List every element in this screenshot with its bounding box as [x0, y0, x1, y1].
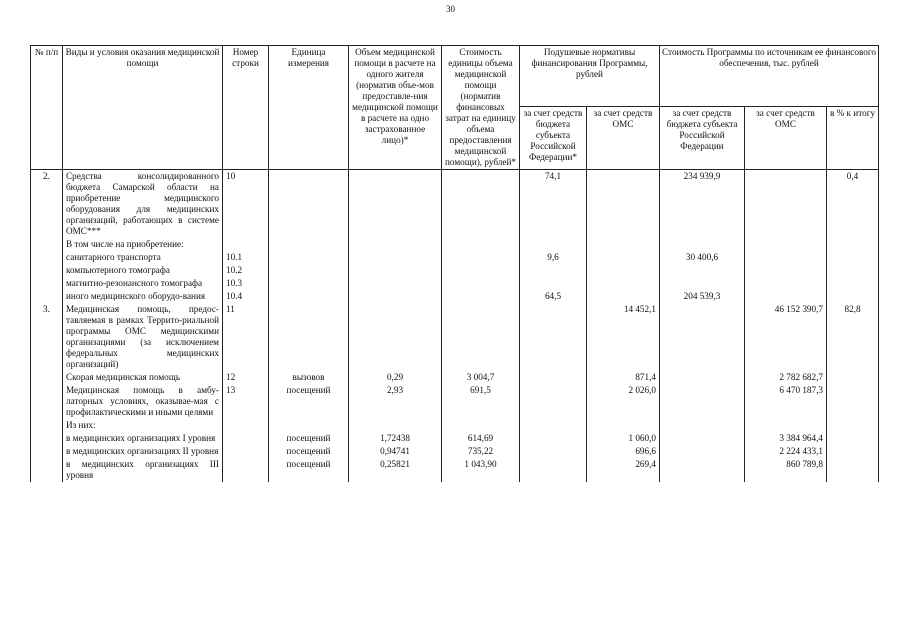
row-program-pct — [827, 264, 879, 277]
row-program-budget: 234 939,9 — [660, 170, 745, 239]
row-number — [31, 458, 63, 482]
row-volume: 0,29 — [349, 371, 442, 384]
row-unit: вызовов — [269, 371, 349, 384]
row-program-oms — [745, 277, 827, 290]
row-cost: 735,22 — [442, 445, 520, 458]
row-code: 10 — [223, 170, 269, 239]
header-cost: Стоимость единицы объема медицинской помощи (норматив финансовых затрат на единицу объема предоставления медицинской помощи), рублей* — [442, 46, 520, 170]
header-row: Номер строки — [223, 46, 269, 170]
row-percapita-oms: 871,4 — [587, 371, 660, 384]
row-unit: посещений — [269, 384, 349, 419]
row-cost — [442, 277, 520, 290]
row-volume — [349, 251, 442, 264]
row-percapita-budget — [520, 238, 587, 251]
table-row — [31, 264, 879, 277]
row-percapita-budget — [520, 264, 587, 277]
table-row — [31, 238, 879, 251]
financing-table — [30, 45, 879, 482]
row-number — [31, 264, 63, 277]
row-percapita-oms: 269,4 — [587, 458, 660, 482]
row-program-oms: 6 470 187,3 — [745, 384, 827, 419]
row-code: 10.4 — [223, 290, 269, 303]
row-unit — [269, 264, 349, 277]
row-volume: 0,94741 — [349, 445, 442, 458]
row-number — [31, 419, 63, 432]
row-percapita-oms — [587, 238, 660, 251]
row-program-oms: 860 789,8 — [745, 458, 827, 482]
row-cost: 1 043,90 — [442, 458, 520, 482]
row-program-budget — [660, 384, 745, 419]
row-volume: 0,25821 — [349, 458, 442, 482]
row-number — [31, 251, 63, 264]
row-percapita-oms — [587, 251, 660, 264]
row-cost — [442, 419, 520, 432]
row-code: 10.2 — [223, 264, 269, 277]
header-volume: Объем медицинской помощи в расчете на одного жителя (норматив объе-мов предоставле-ния медицинской помощи в расчете на одно застрахованное лицо)* — [349, 46, 442, 170]
row-percapita-oms: 696,6 — [587, 445, 660, 458]
row-unit — [269, 290, 349, 303]
table-row — [31, 371, 879, 384]
row-program-pct — [827, 419, 879, 432]
table-row — [31, 277, 879, 290]
row-percapita-budget: 64,5 — [520, 290, 587, 303]
row-code — [223, 432, 269, 445]
row-program-pct — [827, 458, 879, 482]
row-program-budget — [660, 264, 745, 277]
row-number — [31, 371, 63, 384]
row-program-pct — [827, 277, 879, 290]
row-code: 10.1 — [223, 251, 269, 264]
row-program-pct — [827, 445, 879, 458]
row-code: 12 — [223, 371, 269, 384]
header-num: № п/п — [31, 46, 63, 170]
row-number — [31, 384, 63, 419]
row-volume — [349, 238, 442, 251]
row-volume — [349, 170, 442, 239]
row-number: 2. — [31, 170, 63, 239]
header-percapita-oms: за счет средств ОМС — [587, 107, 660, 170]
row-code — [223, 238, 269, 251]
header-program: Стоимость Программы по источникам ее финансового обеспечения, тыс. рублей — [660, 46, 879, 107]
row-kind: в медицинских организациях II уровня — [63, 445, 223, 458]
row-code: 10.3 — [223, 277, 269, 290]
row-percapita-oms — [587, 290, 660, 303]
row-unit — [269, 277, 349, 290]
row-unit: посещений — [269, 458, 349, 482]
row-percapita-budget: 9,6 — [520, 251, 587, 264]
row-program-budget — [660, 371, 745, 384]
row-percapita-budget — [520, 303, 587, 371]
row-program-budget — [660, 458, 745, 482]
row-program-budget — [660, 238, 745, 251]
row-program-oms: 3 384 964,4 — [745, 432, 827, 445]
table-row — [31, 432, 879, 445]
row-code — [223, 458, 269, 482]
row-code: 11 — [223, 303, 269, 371]
row-program-pct — [827, 251, 879, 264]
row-percapita-oms — [587, 277, 660, 290]
row-percapita-oms: 1 060,0 — [587, 432, 660, 445]
row-program-pct — [827, 371, 879, 384]
row-number — [31, 432, 63, 445]
row-volume: 1,72438 — [349, 432, 442, 445]
row-volume — [349, 264, 442, 277]
row-volume — [349, 290, 442, 303]
row-unit: посещений — [269, 432, 349, 445]
row-code — [223, 445, 269, 458]
page-number: 30 — [446, 4, 455, 14]
header-program-budget: за счет средств бюджета субъекта Российской Федерации — [660, 107, 745, 170]
row-kind: иного медицинского оборудо-вания — [63, 290, 223, 303]
row-program-pct: 82,8 — [827, 303, 879, 371]
row-cost — [442, 238, 520, 251]
row-percapita-budget — [520, 371, 587, 384]
row-volume — [349, 277, 442, 290]
row-unit — [269, 238, 349, 251]
row-percapita-budget — [520, 445, 587, 458]
row-code — [223, 419, 269, 432]
row-percapita-budget — [520, 277, 587, 290]
row-program-oms: 46 152 390,7 — [745, 303, 827, 371]
row-unit — [269, 303, 349, 371]
header-kind: Виды и условия оказания медицинской помощи — [63, 46, 223, 170]
header-program-pct: в % к итогу — [827, 107, 879, 170]
row-program-budget — [660, 445, 745, 458]
table-row — [31, 303, 879, 371]
row-program-budget — [660, 303, 745, 371]
row-kind: Медицинская помощь, предос-тавляемая в рамках Террито-риальной программы ОМС медицинскими организациями (за исключением федеральных медицинских организаций) — [63, 303, 223, 371]
table-row — [31, 290, 879, 303]
row-percapita-budget — [520, 384, 587, 419]
row-cost: 3 004,7 — [442, 371, 520, 384]
row-program-oms — [745, 419, 827, 432]
row-kind: в медицинских организациях I уровня — [63, 432, 223, 445]
row-program-budget — [660, 419, 745, 432]
row-volume — [349, 419, 442, 432]
row-unit — [269, 251, 349, 264]
row-program-pct — [827, 432, 879, 445]
row-percapita-oms: 14 452,1 — [587, 303, 660, 371]
row-program-budget — [660, 432, 745, 445]
row-number — [31, 290, 63, 303]
row-program-oms — [745, 170, 827, 239]
row-program-oms: 2 782 682,7 — [745, 371, 827, 384]
row-number — [31, 277, 63, 290]
row-percapita-oms — [587, 170, 660, 239]
row-program-oms — [745, 238, 827, 251]
row-program-oms — [745, 251, 827, 264]
row-kind: магнитно-резонансного томографа — [63, 277, 223, 290]
row-cost: 691,5 — [442, 384, 520, 419]
row-cost — [442, 251, 520, 264]
row-program-pct: 0,4 — [827, 170, 879, 239]
row-kind: Скорая медицинская помощь — [63, 371, 223, 384]
row-percapita-budget — [520, 432, 587, 445]
row-program-budget: 204 539,3 — [660, 290, 745, 303]
table-body — [31, 170, 879, 483]
row-percapita-budget — [520, 419, 587, 432]
table-row — [31, 445, 879, 458]
header-percapita: Подушевые нормативы финансирования Программы, рублей — [520, 46, 660, 107]
row-volume: 2,93 — [349, 384, 442, 419]
row-kind: Медицинская помощь в амбу-латорных условиях, оказывае-мая с профилактическими и иными целями — [63, 384, 223, 419]
row-number: 3. — [31, 303, 63, 371]
row-kind: Средства консолидированного бюджета Самарской области на приобретение медицинского оборудования для медицинских организаций, работающих в системе ОМС*** — [63, 170, 223, 239]
header-program-oms: за счет средств ОМС — [745, 107, 827, 170]
row-percapita-oms — [587, 264, 660, 277]
row-program-pct — [827, 384, 879, 419]
row-cost — [442, 290, 520, 303]
row-percapita-oms: 2 026,0 — [587, 384, 660, 419]
row-program-oms — [745, 290, 827, 303]
row-cost — [442, 170, 520, 239]
row-program-pct — [827, 290, 879, 303]
header-percapita-budget: за счет средств бюджета субъекта Российской Федерации* — [520, 107, 587, 170]
row-kind: в медицинских организациях III уровня — [63, 458, 223, 482]
row-program-pct — [827, 238, 879, 251]
row-kind: В том числе на приобретение: — [63, 238, 223, 251]
row-volume — [349, 303, 442, 371]
row-percapita-budget: 74,1 — [520, 170, 587, 239]
row-number — [31, 445, 63, 458]
row-kind: Из них: — [63, 419, 223, 432]
row-cost — [442, 303, 520, 371]
row-unit: посещений — [269, 445, 349, 458]
table-row — [31, 384, 879, 419]
row-number — [31, 238, 63, 251]
row-program-budget: 30 400,6 — [660, 251, 745, 264]
row-kind: санитарного транспорта — [63, 251, 223, 264]
row-program-oms — [745, 264, 827, 277]
table-row — [31, 419, 879, 432]
table-row — [31, 251, 879, 264]
row-percapita-oms — [587, 419, 660, 432]
row-program-oms: 2 224 433,1 — [745, 445, 827, 458]
row-kind: компьютерного томографа — [63, 264, 223, 277]
table-row — [31, 170, 879, 239]
header-unit: Единица измерения — [269, 46, 349, 170]
row-code: 13 — [223, 384, 269, 419]
table-row — [31, 458, 879, 482]
row-program-budget — [660, 277, 745, 290]
row-cost: 614,69 — [442, 432, 520, 445]
row-cost — [442, 264, 520, 277]
row-unit — [269, 419, 349, 432]
row-unit — [269, 170, 349, 239]
row-percapita-budget — [520, 458, 587, 482]
